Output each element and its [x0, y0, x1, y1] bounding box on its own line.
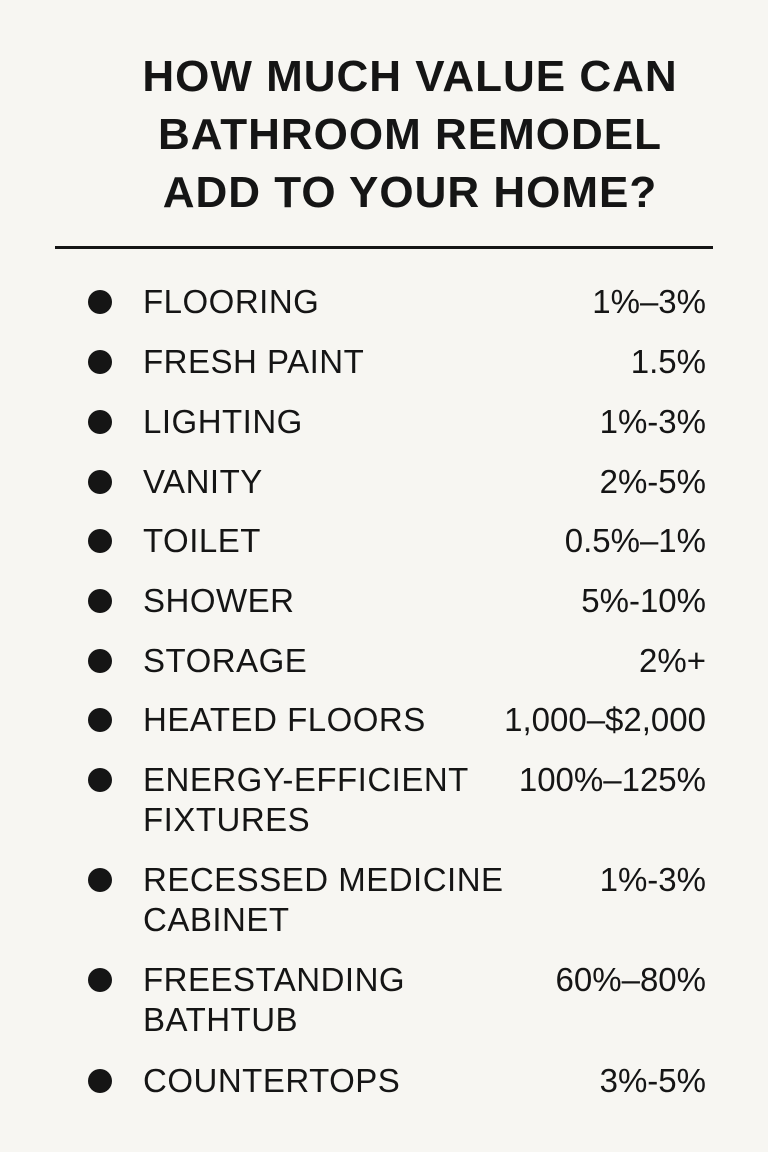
item-label [143, 641, 307, 681]
bullet-icon [88, 589, 112, 613]
item-label [143, 521, 261, 561]
item-value: 1%-3% [599, 861, 706, 898]
title-divider [55, 246, 713, 249]
bullet-icon [88, 1069, 112, 1093]
item-value: 1%–3% [592, 283, 706, 320]
bullet-icon [88, 868, 112, 892]
item-value: 2%+ [639, 642, 706, 679]
item-label [143, 462, 263, 502]
item-label-line: CABINET [143, 901, 290, 938]
item-label [143, 760, 469, 840]
item-label-line: FRESH PAINT [143, 343, 365, 380]
item-label-line: FLOORING [143, 283, 320, 320]
item-label [143, 860, 504, 940]
item-label-line: VANITY [143, 463, 263, 500]
item-label-line: RECESSED MEDICINE [143, 861, 504, 898]
item-label [143, 1061, 400, 1101]
item-value: 2%-5% [599, 463, 706, 500]
item-label-line: ENERGY-EFFICIENT [143, 761, 469, 798]
bullet-icon [88, 470, 112, 494]
bullet-icon [88, 708, 112, 732]
title-line-2: BATHROOM REMODEL [157, 110, 663, 159]
bullet-icon [88, 968, 112, 992]
item-label [143, 402, 303, 442]
bullet-icon [88, 529, 112, 553]
item-label-line: FIXTURES [143, 801, 311, 838]
title-line-1: HOW MUCH VALUE CAN [142, 52, 678, 101]
item-label-line: BATHTUB [143, 1001, 299, 1038]
item-value: 1.5% [630, 343, 706, 380]
item-label-line: HEATED FLOORS [143, 701, 426, 738]
item-value: 60%–80% [555, 961, 706, 998]
item-label [143, 960, 405, 1040]
page-title [40, 48, 768, 222]
item-label-line: FREESTANDING [143, 961, 406, 998]
item-value: 0.5%–1% [564, 522, 706, 559]
bullet-icon [88, 350, 112, 374]
item-label-line: STORAGE [143, 642, 308, 679]
item-label-line: COUNTERTOPS [143, 1062, 401, 1099]
item-value: 1,000–$2,000 [504, 701, 706, 738]
item-value: 3%-5% [599, 1062, 706, 1099]
item-label-line: LIGHTING [143, 403, 303, 440]
item-value: 5%-10% [581, 582, 706, 619]
item-value: 1%-3% [599, 403, 706, 440]
item-label-line: SHOWER [143, 582, 295, 619]
title-line-3: ADD TO YOUR HOME? [162, 168, 658, 217]
item-label [143, 581, 295, 621]
item-label [143, 282, 319, 322]
item-label [143, 700, 426, 740]
bullet-icon [88, 768, 112, 792]
bullet-icon [88, 410, 112, 434]
item-label [143, 342, 364, 382]
item-value: 100%–125% [518, 761, 706, 798]
item-label-line: TOILET [143, 522, 261, 559]
bullet-icon [88, 649, 112, 673]
bullet-icon [88, 290, 112, 314]
